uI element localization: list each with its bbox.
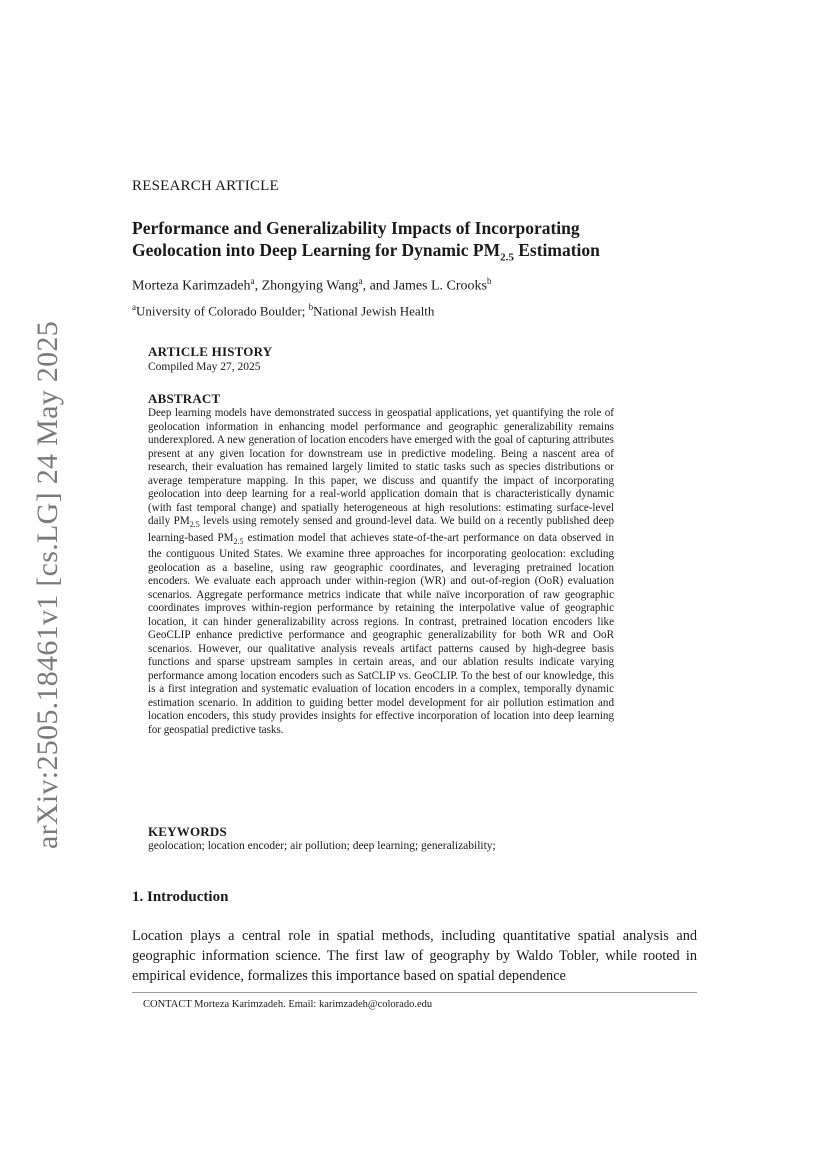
contact-footnote: CONTACT Morteza Karimzadeh. Email: karimzadeh@colorado.edu (143, 999, 433, 1010)
introduction-heading: 1. Introduction (132, 889, 229, 905)
author-name: James L. Crooks (393, 278, 487, 294)
affil-mark: a (132, 302, 136, 312)
author-affil-mark: a (250, 276, 255, 286)
affiliation-name: National Jewish Health (313, 303, 435, 319)
author-affil-mark: b (487, 276, 492, 286)
abstract-text (148, 407, 614, 737)
arxiv-identifier-stamp (28, 321, 68, 849)
footnote-rule (132, 992, 697, 993)
title-subscript: 2.5 (500, 251, 514, 264)
abstract-subscript: 2.5 (233, 536, 244, 546)
affil-mark: b (308, 302, 314, 312)
author-name: Morteza Karimzadeh (132, 278, 251, 294)
article-history-heading: ARTICLE HISTORY (148, 344, 273, 359)
author-affil-mark: a (358, 276, 363, 286)
abstract-subscript: 2.5 (189, 520, 200, 530)
affiliation-name: University of Colorado Boulder (136, 303, 302, 319)
title-line-2-post: Estimation (513, 240, 600, 260)
abstract-heading: ABSTRACT (148, 391, 221, 406)
keywords-heading: KEYWORDS (148, 824, 227, 839)
author-name: Zhongying Wang (261, 278, 359, 294)
arxiv-id-text: arXiv:2505.18461v1 [cs.LG] 24 May 2025 (31, 321, 64, 849)
abstract-part-3: estimation model that achieves state-of-the-art performance on data observed in the contiguous United States. We examine three approaches for incorporating geolocation: excluding geolocation as a baseline, using raw geographic coordinates, and leveraging pretrained location encoders. We evaluate each approach under within-region (WR) and out-of-region (OoR) evaluation scenarios. Aggregate performance metrics indicate that while naïve incorporation of raw geographic coordinates improves within-region performance by retaining the interpolative value of geographic location, it can hinder generalizability across regions. In contrast, pretrained location encoders like GeoCLIP enhance predictive performance and geographic generalizability for both WR and OoR scenarios. However, our qualitative analysis reveals artifact patterns caused by high-degree basis functions and sparse upstream samples in certain areas, and our ablation results indicate varying performance among location encoders such as SatCLIP vs. GeoCLIP. To the best of our knowledge, this is a first integration and systematic evaluation of location encoders in a complex, temporally dynamic estimation scenario. In addition to guiding better model development for air pollution estimation and location encoders, this study provides insights for effective incorporation of location into deep learning for geospatial predictive tasks. (148, 531, 614, 736)
article-type-label: RESEARCH ARTICLE (132, 178, 279, 194)
abstract-part-1: Deep learning models have demonstrated success in geospatial applications, yet quantifying the role of geolocation information in enhancing model performance and geographic generalizability remains underexplored. A new generation of location encoders have emerged with the goal of capturing attributes present at any given location for downstream use in predictive modeling. Being a nascent area of research, their evaluation has remained largely limited to static tasks such as species distributions or average temperature mapping. In this paper, we discuss and quantify the impact of incorporating geolocation into deep learning for a real-world application domain that is characteristically dynamic (with fast temporal change) and spatially heterogeneous at high resolutions: estimating surface-level daily PM (148, 407, 614, 527)
author-list: Morteza Karimzadeh$^a$, Zhongying Wang$^a$, and James L. Crooks$^b$ (132, 276, 492, 294)
introduction-text: Location plays a central role in spatial methods, including quantitative spatial analysis and geographic information science. The first law of geography by Waldo Tobler, while rooted in empirical evidence, formalizes this importance based on spatial dependence (132, 928, 697, 984)
compiled-date: Compiled May 27, 2025 (148, 361, 261, 373)
paper-title (132, 217, 722, 269)
title-line-1: Performance and Generalizability Impacts of Incorporating (132, 218, 580, 238)
title-line-2-pre: Geolocation into Deep Learning for Dynamic PM (132, 240, 501, 260)
affiliations: $^a$University of Colorado Boulder; $^b$National Jewish Health (132, 302, 435, 319)
keywords-text: geolocation; location encoder; air pollution; deep learning; generalizability; (148, 840, 496, 852)
abstract-part-2: levels using remotely sensed and ground-level data. We build on a recently published deep learning-based PM (148, 515, 614, 544)
